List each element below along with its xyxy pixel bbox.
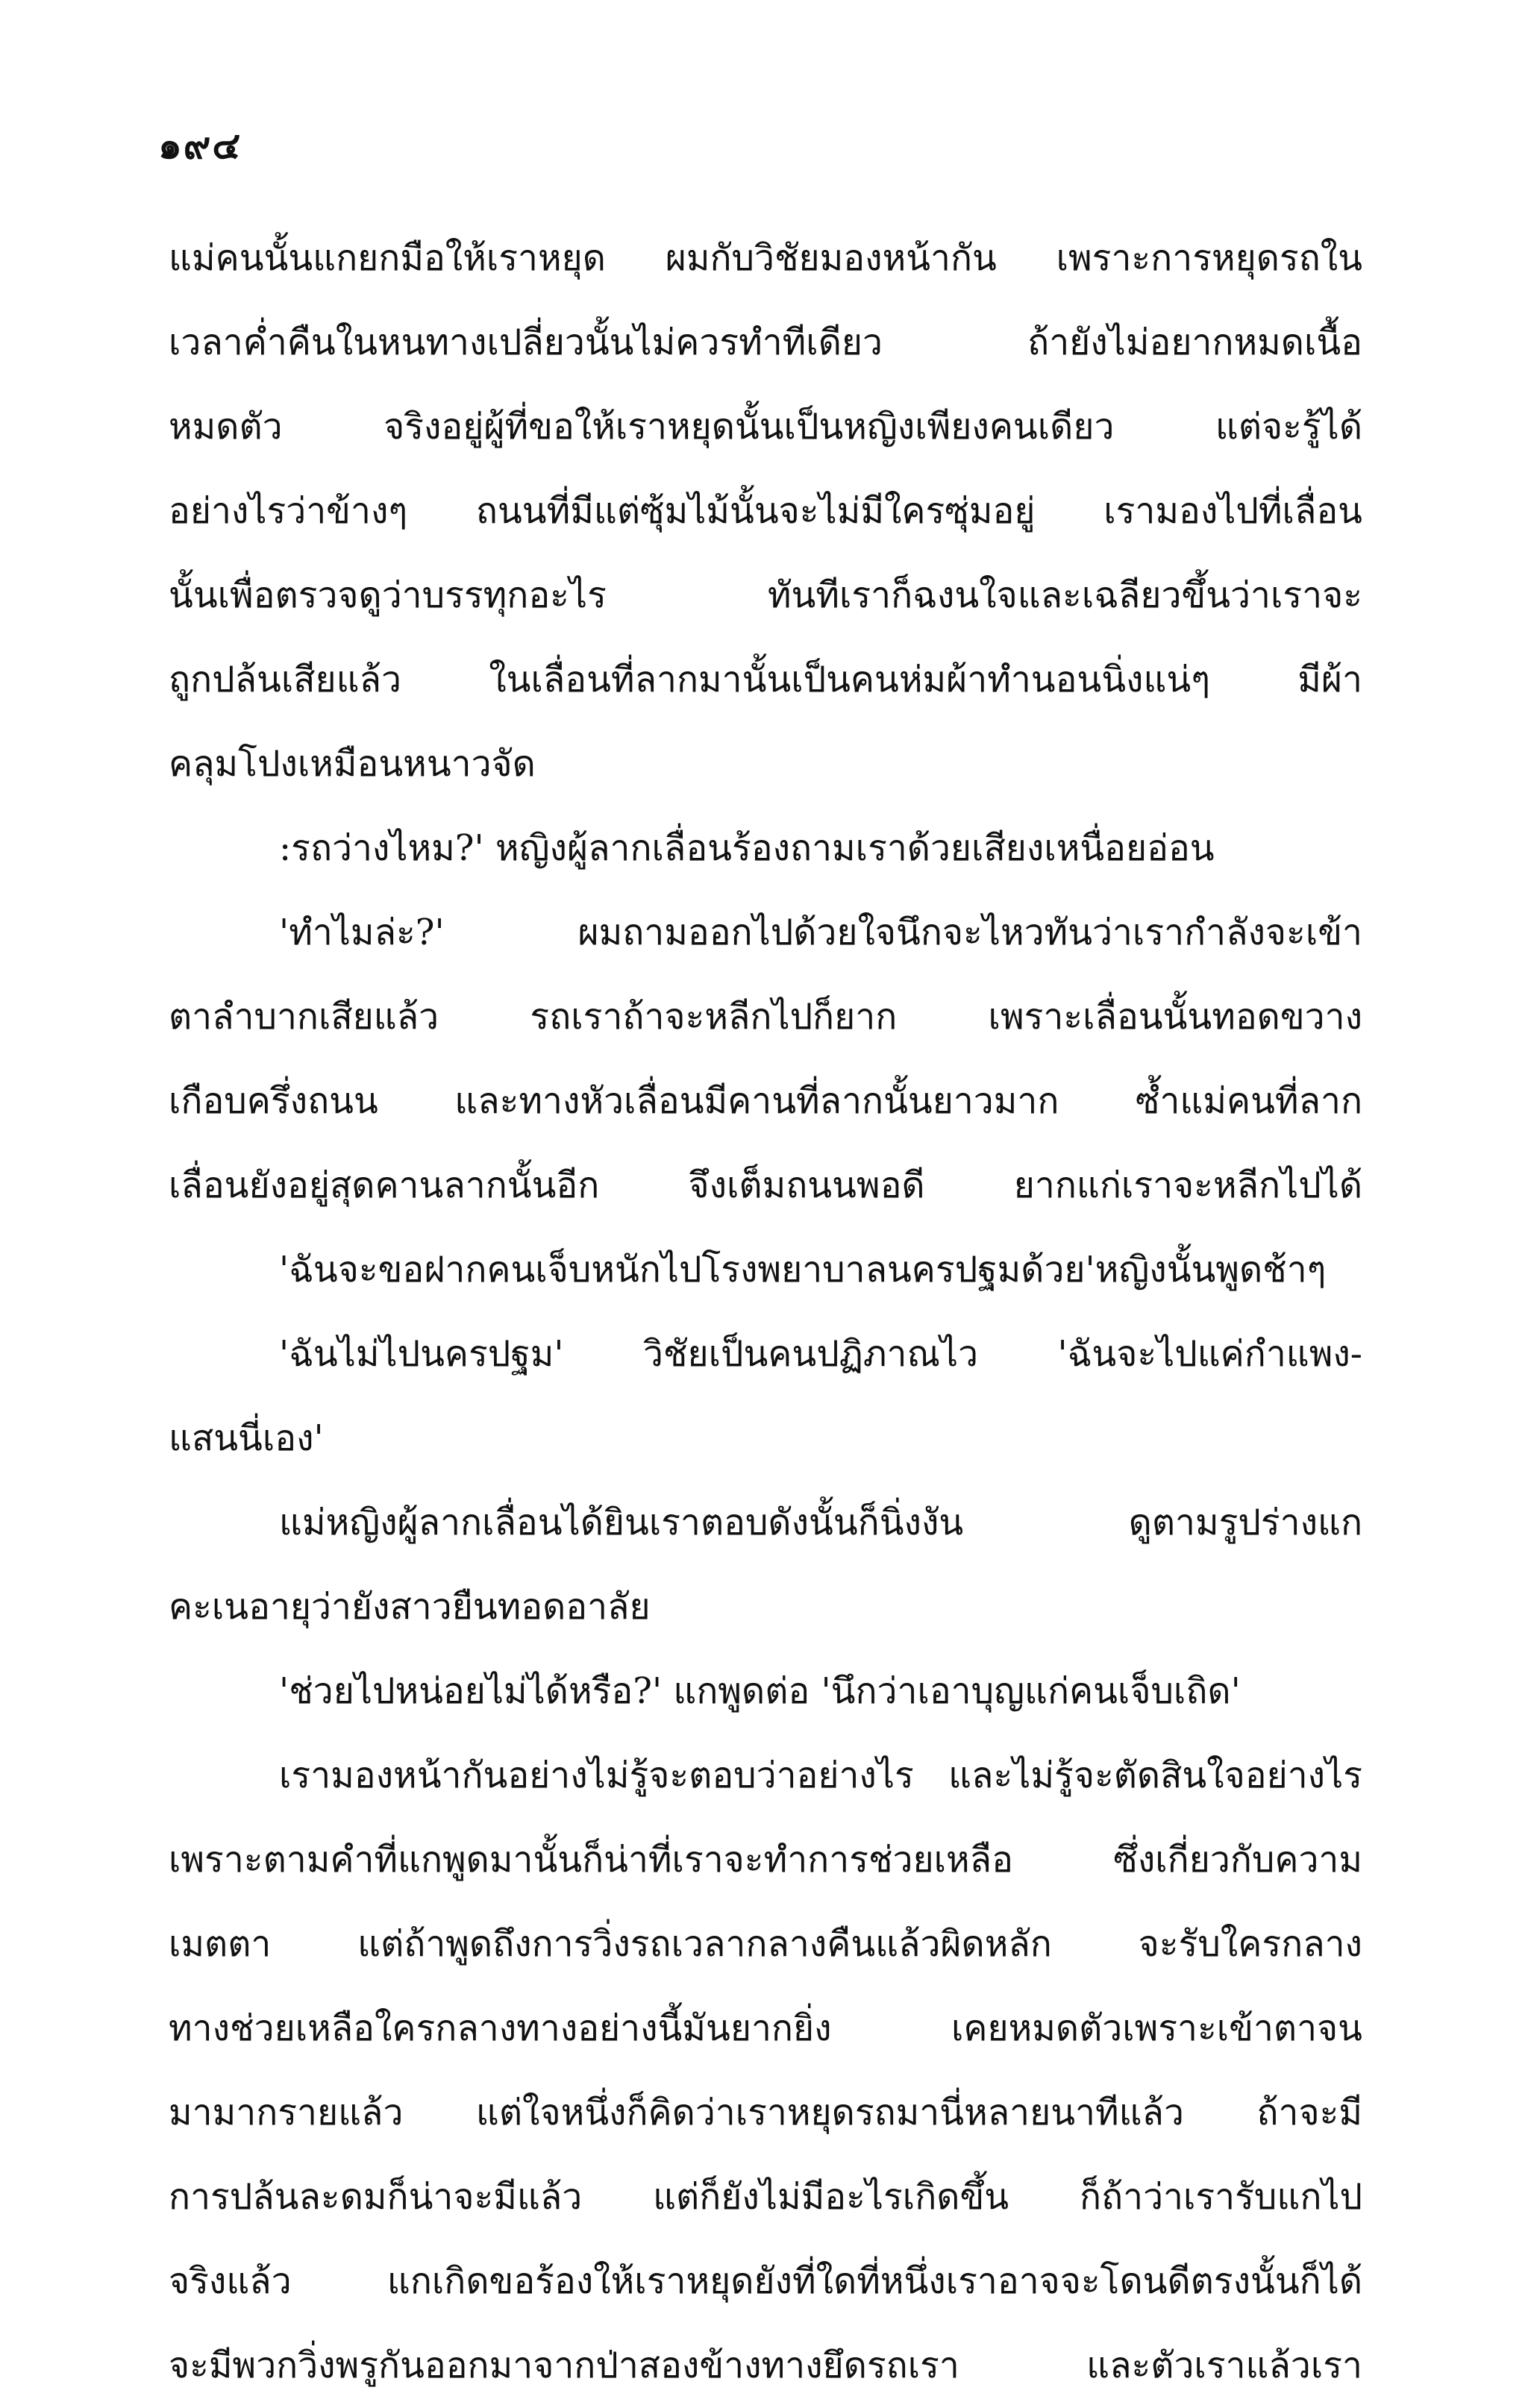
text-line: ตาลำบากเสียแล้ว รถเราถ้าจะหลีกไปก็ยาก เพราะเลื่อนนั้นทอดขวาง — [169, 996, 1362, 1038]
text-line: 'ช่วยไปหน่อยไม่ได้หรือ?' แกพูดต่อ 'นึกว่าเอาบุญแก่คนเจ็บเถิด' — [279, 1670, 1241, 1712]
text-line: :รถว่างไหม?' หญิงผู้ลากเลื่อนร้องถามเราด้วยเสียงเหนื่อยอ่อน — [279, 827, 1215, 869]
text-line: ถูกปล้นเสียแล้ว ในเลื่อนที่ลากมานั้นเป็นคนห่มผ้าทำนอนนิ่งแน่ๆ มีผ้า — [169, 659, 1362, 700]
text-line: นั้นเพื่อตรวจดูว่าบรรทุกอะไร ทันทีเราก็ฉงนใจและเฉลียวขึ้นว่าเราจะ — [169, 574, 1362, 616]
text-line: จริงแล้ว แกเกิดขอร้องให้เราหยุดยังที่ใดที่หนึ่งเราอาจจะโดนดีตรงนั้นก็ได้ — [169, 2260, 1362, 2302]
text-line: เรามองหน้ากันอย่างไม่รู้จะตอบว่าอย่างไร และไม่รู้จะตัดสินใจอย่างไร — [279, 1755, 1362, 1796]
text-line: แม่คนนั้นแกยกมือให้เราหยุด ผมกับวิชัยมองหน้ากัน เพราะการหยุดรถใน — [169, 237, 1362, 279]
text-line: เกือบครึ่งถนน และทางหัวเลื่อนมีคานที่ลากนั้นยาวมาก ซ้ำแม่คนที่ลาก — [169, 1080, 1362, 1122]
text-line: เพราะตามคำที่แกพูดมานั้นก็น่าที่เราจะทำการช่วยเหลือ ซึ่งเกี่ยวกับความ — [169, 1839, 1362, 1881]
text-line: จะมีพวกวิ่งพรูกันออกมาจากป่าสองข้างทางยึดรถเรา และตัวเราแล้วเรา — [169, 2345, 1362, 2386]
text-line: เมตตา แต่ถ้าพูดถึงการวิ่งรถเวลากลางคืนแล้วผิดหลัก จะรับใครกลาง — [169, 1923, 1362, 1965]
text-line: 'ทำไมล่ะ?' ผมถามออกไปด้วยใจนึกจะไหวทันว่าเรากำลังจะเข้า — [279, 912, 1362, 953]
body-text — [169, 216, 1362, 2408]
text-line: เลื่อนยังอยู่สุดคานลากนั้นอีก จึงเต็มถนนพอดี ยากแก่เราจะหลีกไปได้ — [169, 1164, 1362, 1206]
text-line: เวลาค่ำคืนในหนทางเปลี่ยวนั้นไม่ควรทำทีเดียว ถ้ายังไม่อยากหมดเนื้อ — [169, 322, 1362, 363]
text-line: แม่หญิงผู้ลากเลื่อนได้ยินเราตอบดังนั้นก็นิ่งงัน ดูตามรูปร่างแก — [279, 1502, 1362, 1543]
text-line: 'ฉันไม่ไปนครปฐม' วิชัยเป็นคนปฏิภาณไว 'ฉันจะไปแค่กำแพง- — [279, 1333, 1362, 1375]
page-number: ๑๙๔ — [158, 123, 242, 167]
text-line: คลุมโปงเหมือนหนาวจัด — [169, 743, 536, 785]
text-line: หมดตัว จริงอยู่ผู้ที่ขอให้เราหยุดนั้นเป็นหญิงเพียงคนเดียว แต่จะรู้ได้ — [169, 406, 1362, 448]
text-line: การปล้นละดมก็น่าจะมีแล้ว แต่ก็ยังไม่มีอะไรเกิดขึ้น ก็ถ้าว่าเรารับแกไป — [169, 2176, 1362, 2218]
text-line: แสนนี่เอง' — [169, 1417, 324, 1459]
text-line: 'ฉันจะขอฝากคนเจ็บหนักไปโรงพยาบาลนครปฐมด้วย'หญิงนั้นพูดช้าๆ — [279, 1249, 1327, 1291]
text-line: มามากรายแล้ว แต่ใจหนึ่งก็คิดว่าเราหยุดรถมานี่หลายนาทีแล้ว ถ้าจะมี — [169, 2092, 1362, 2133]
text-line: อย่างไรว่าข้างๆ ถนนที่มีแต่ซุ้มไม้นั้นจะไม่มีใครซุ่มอยู่ เรามองไปที่เลื่อน — [169, 490, 1362, 532]
text-line: คะเนอายุว่ายังสาวยืนทอดอาลัย — [169, 1586, 651, 1628]
text-line: ทางช่วยเหลือใครกลางทางอย่างนี้มันยากยิ่ง เคยหมดตัวเพราะเข้าตาจน — [169, 2007, 1362, 2049]
